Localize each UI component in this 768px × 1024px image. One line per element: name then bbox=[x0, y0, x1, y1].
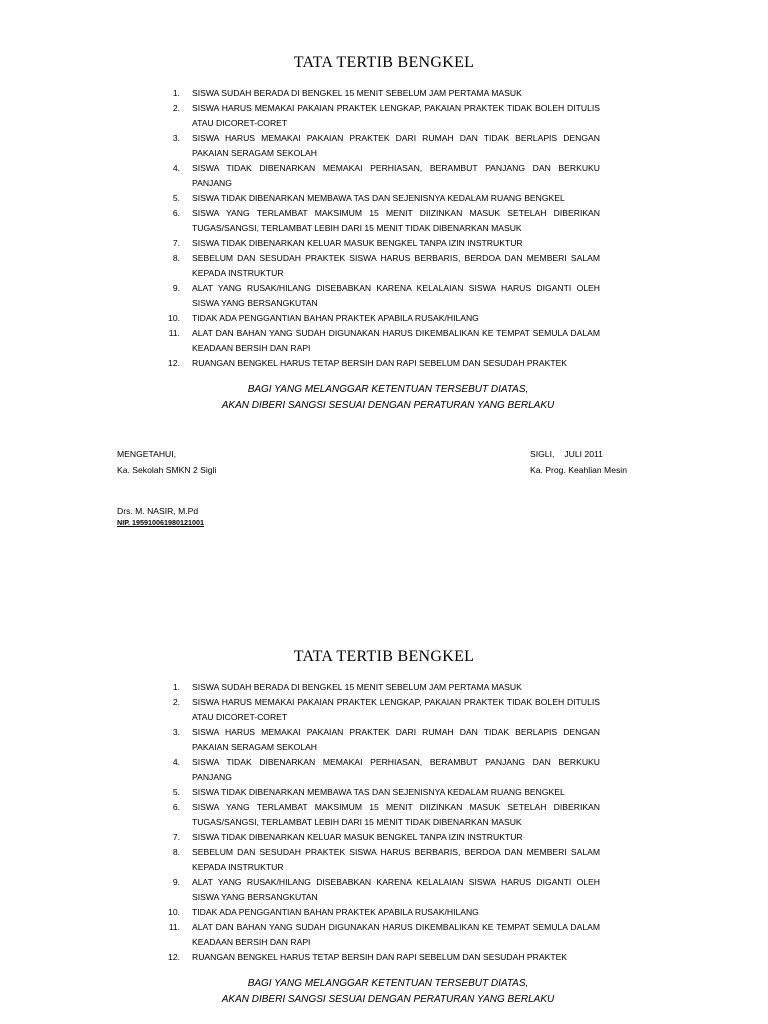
rule-text: RUANGAN BENGKEL HARUS TETAP BERSIH DAN RAPI SEBELUM DAN SESUDAH PRAKTEK bbox=[192, 358, 568, 368]
list-item bbox=[150, 905, 600, 920]
signatory-nip: NIP. 195910061980121001 bbox=[117, 518, 204, 527]
list-item bbox=[150, 695, 600, 725]
rule-number: 1. bbox=[172, 682, 180, 692]
list-item bbox=[150, 800, 600, 830]
rule-number: 11. bbox=[168, 328, 180, 338]
rule-text: SISWA TIDAK DIBENARKAN KELUAR MASUK BENGKEL TANPA IZIN INSTRUKTUR bbox=[192, 238, 523, 248]
rule-number: 1. bbox=[172, 88, 180, 98]
rule-number: 2. bbox=[172, 103, 180, 113]
rule-number: 7. bbox=[172, 832, 180, 842]
place: SIGLI, bbox=[530, 449, 555, 459]
rule-text: SISWA HARUS MEMAKAI PAKAIAN PRAKTEK DARI RUMAH DAN TIDAK BERLAPIS DENGAN PAKAIAN SERAGAM SEKOLAH bbox=[192, 133, 600, 158]
acknowledged-label: MENGETAHUI, bbox=[117, 449, 177, 459]
program-head-position: Ka. Prog. Keahlian Mesin bbox=[530, 465, 627, 475]
list-item bbox=[150, 326, 600, 356]
rule-text: SISWA TIDAK DIBENARKAN KELUAR MASUK BENGKEL TANPA IZIN INSTRUKTUR bbox=[192, 832, 523, 842]
rule-text: ALAT DAN BAHAN YANG SUDAH DIGUNAKAN HARUS DIKEMBALIKAN KE TEMPAT SEMULA DALAM KEADAAN BERSIH DAN RAPI bbox=[192, 922, 600, 947]
rule-number: 6. bbox=[172, 208, 180, 218]
rule-text: TIDAK ADA PENGGANTIAN BAHAN PRAKTEK APABILA RUSAK/HILANG bbox=[192, 907, 479, 917]
warning-notice bbox=[0, 382, 768, 413]
rule-text: SISWA HARUS MEMAKAI PAKAIAN PRAKTEK LENGKAP, PAKAIAN PRAKTEK TIDAK BOLEH DITULIS ATAU DICORET-CORET bbox=[192, 103, 600, 128]
rule-text: SISWA HARUS MEMAKAI PAKAIAN PRAKTEK LENGKAP, PAKAIAN PRAKTEK TIDAK BOLEH DITULIS ATAU DICORET-CORET bbox=[192, 697, 600, 722]
warning-line: BAGI YANG MELANGGAR KETENTUAN TERSEBUT DIATAS, bbox=[247, 384, 529, 395]
rule-number: 11. bbox=[168, 922, 180, 932]
warning-notice bbox=[0, 976, 768, 1007]
warning-line: AKAN DIBERI SANGSI SESUAI DENGAN PERATURAN YANG BERLAKU bbox=[221, 399, 555, 411]
list-item bbox=[150, 161, 600, 191]
rule-text: TIDAK ADA PENGGANTIAN BAHAN PRAKTEK APABILA RUSAK/HILANG bbox=[192, 313, 479, 323]
rule-text: SEBELUM DAN SESUDAH PRAKTEK SISWA HARUS BERBARIS, BERDOA DAN MEMBERI SALAM KEPADA INSTRUKTUR bbox=[192, 847, 600, 872]
rule-number: 6. bbox=[172, 802, 180, 812]
list-item bbox=[150, 131, 600, 161]
principal-position: Ka. Sekolah SMKN 2 Sigli bbox=[117, 465, 217, 475]
rule-text: SISWA SUDAH BERADA DI BENGKEL 15 MENIT SEBELUM JAM PERTAMA MASUK bbox=[192, 88, 522, 98]
rule-number: 5. bbox=[172, 787, 180, 797]
rule-text: SISWA TIDAK DIBENARKAN MEMBAWA TAS DAN SEJENISNYA KEDALAM RUANG BENGKEL bbox=[192, 193, 565, 203]
rule-text: SISWA TIDAK DIBENARKAN MEMAKAI PERHIASAN, BERAMBUT PANJANG DAN BERKUKU PANJANG bbox=[192, 757, 600, 782]
rule-number: 9. bbox=[172, 877, 180, 887]
list-item bbox=[150, 101, 600, 131]
rule-text: ALAT DAN BAHAN YANG SUDAH DIGUNAKAN HARUS DIKEMBALIKAN KE TEMPAT SEMULA DALAM KEADAAN BERSIH DAN RAPI bbox=[192, 328, 600, 353]
rule-number: 4. bbox=[172, 757, 180, 767]
list-item bbox=[150, 920, 600, 950]
list-item bbox=[150, 86, 600, 101]
rule-number: 12. bbox=[168, 358, 180, 368]
rule-number: 8. bbox=[172, 253, 180, 263]
rule-number: 5. bbox=[172, 193, 180, 203]
rule-number: 3. bbox=[172, 133, 180, 143]
rule-number: 3. bbox=[172, 727, 180, 737]
list-item bbox=[150, 755, 600, 785]
rules-list bbox=[150, 86, 600, 371]
list-item bbox=[150, 875, 600, 905]
rule-text: SISWA YANG TERLAMBAT MAKSIMUM 15 MENIT DIIZINKAN MASUK SETELAH DIBERIKAN TUGAS/SANGSI, TERLAMBAT LEBIH DARI 15 MENIT TIDAK DIBENARKAN MASUK bbox=[192, 208, 600, 233]
warning-line: AKAN DIBERI SANGSI SESUAI DENGAN PERATURAN YANG BERLAKU bbox=[221, 993, 555, 1005]
document-title: TATA TERTIB BENGKEL bbox=[293, 54, 475, 71]
list-item bbox=[150, 236, 600, 251]
list-item bbox=[150, 725, 600, 755]
list-item bbox=[150, 251, 600, 281]
rule-text: RUANGAN BENGKEL HARUS TETAP BERSIH DAN RAPI SEBELUM DAN SESUDAH PRAKTEK bbox=[192, 952, 568, 962]
place-date bbox=[530, 446, 627, 462]
list-item bbox=[150, 845, 600, 875]
list-item bbox=[150, 281, 600, 311]
rule-number: 8. bbox=[172, 847, 180, 857]
date: JULI 2011 bbox=[564, 449, 603, 459]
signature-right bbox=[530, 446, 627, 478]
list-item bbox=[150, 785, 600, 800]
warning-line: BAGI YANG MELANGGAR KETENTUAN TERSEBUT DIATAS, bbox=[247, 978, 529, 989]
rule-text: SISWA SUDAH BERADA DI BENGKEL 15 MENIT SEBELUM JAM PERTAMA MASUK bbox=[192, 682, 522, 692]
rule-text: SISWA YANG TERLAMBAT MAKSIMUM 15 MENIT DIIZINKAN MASUK SETELAH DIBERIKAN TUGAS/SANGSI, TERLAMBAT LEBIH DARI 15 MENIT TIDAK DIBENARKAN MASUK bbox=[192, 802, 600, 827]
rule-number: 10. bbox=[168, 313, 180, 323]
rule-text: SISWA TIDAK DIBENARKAN MEMAKAI PERHIASAN, BERAMBUT PANJANG DAN BERKUKU PANJANG bbox=[192, 163, 600, 188]
rule-number: 12. bbox=[168, 952, 180, 962]
rules-list bbox=[150, 680, 600, 965]
rule-text: SISWA HARUS MEMAKAI PAKAIAN PRAKTEK DARI RUMAH DAN TIDAK BERLAPIS DENGAN PAKAIAN SERAGAM SEKOLAH bbox=[192, 727, 600, 752]
list-item bbox=[150, 191, 600, 206]
list-item bbox=[150, 311, 600, 326]
rule-number: 4. bbox=[172, 163, 180, 173]
list-item bbox=[150, 206, 600, 236]
list-item bbox=[150, 356, 600, 371]
signature-left bbox=[117, 446, 216, 478]
rule-text: SISWA TIDAK DIBENARKAN MEMBAWA TAS DAN SEJENISNYA KEDALAM RUANG BENGKEL bbox=[192, 787, 565, 797]
rule-number: 7. bbox=[172, 238, 180, 248]
document-title: TATA TERTIB BENGKEL bbox=[293, 648, 475, 665]
rule-text: ALAT YANG RUSAK/HILANG DISEBABKAN KARENA KELALAIAN SISWA HARUS DIGANTI OLEH SISWA YANG BERSANGKUTAN bbox=[192, 283, 600, 308]
list-item bbox=[150, 680, 600, 695]
list-item bbox=[150, 950, 600, 965]
rule-number: 10. bbox=[168, 907, 180, 917]
list-item bbox=[150, 830, 600, 845]
rule-number: 2. bbox=[172, 697, 180, 707]
rule-text: ALAT YANG RUSAK/HILANG DISEBABKAN KARENA KELALAIAN SISWA HARUS DIGANTI OLEH SISWA YANG BERSANGKUTAN bbox=[192, 877, 600, 902]
signatory-name: Drs. M. NASIR, M.Pd bbox=[117, 506, 199, 516]
rule-number: 9. bbox=[172, 283, 180, 293]
rule-text: SEBELUM DAN SESUDAH PRAKTEK SISWA HARUS BERBARIS, BERDOA DAN MEMBERI SALAM KEPADA INSTRUKTUR bbox=[192, 253, 600, 278]
